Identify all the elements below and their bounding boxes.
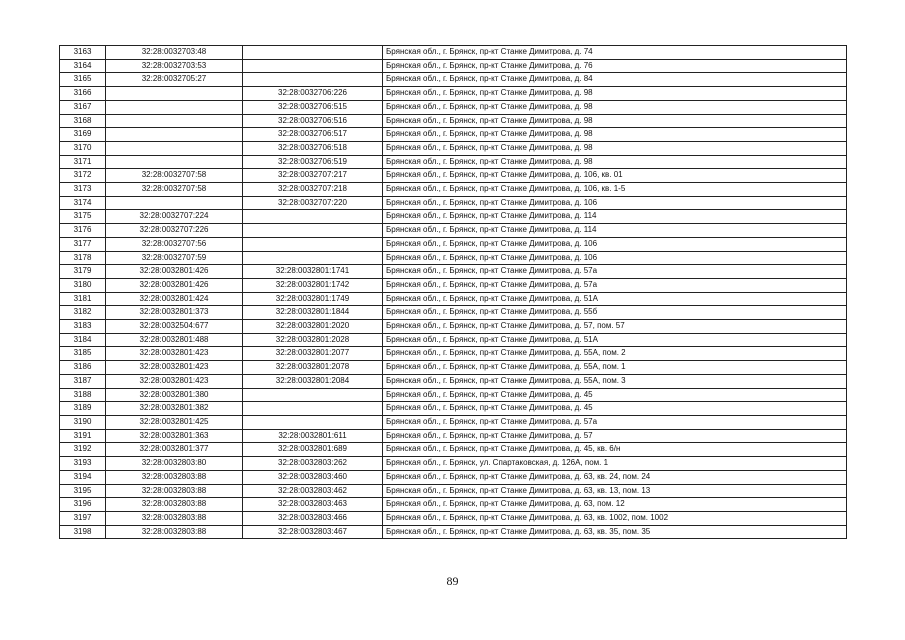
table-row (60, 87, 847, 101)
table-row (60, 196, 847, 210)
object-cadastral-number-cell: 32:28:0032803:463 (243, 498, 383, 512)
cadastral-number-cell: 32:28:0032801:382 (106, 402, 243, 416)
address-cell: Брянская обл., г. Брянск, пр-кт Станке Димитрова, д. 63, кв. 1002, пом. 1002 (383, 511, 847, 525)
cadastral-number-cell (106, 141, 243, 155)
cadastral-number-cell: 32:28:0032803:88 (106, 498, 243, 512)
object-cadastral-number-cell: 32:28:0032801:2077 (243, 347, 383, 361)
cadastral-number-cell: 32:28:0032705:27 (106, 73, 243, 87)
address-cell: Брянская обл., г. Брянск, пр-кт Станке Димитрова, д. 55б (383, 306, 847, 320)
object-cadastral-number-cell: 32:28:0032801:689 (243, 443, 383, 457)
address-cell: Брянская обл., г. Брянск, пр-кт Станке Димитрова, д. 45, кв. 6/н (383, 443, 847, 457)
row-number-cell: 3189 (60, 402, 106, 416)
address-cell: Брянская обл., г. Брянск, пр-кт Станке Димитрова, д. 55А, пом. 3 (383, 374, 847, 388)
table-row (60, 59, 847, 73)
address-cell: Брянская обл., г. Брянск, пр-кт Станке Димитрова, д. 98 (383, 155, 847, 169)
address-cell: Брянская обл., г. Брянск, пр-кт Станке Димитрова, д. 106 (383, 196, 847, 210)
object-cadastral-number-cell: 32:28:0032803:467 (243, 525, 383, 539)
address-cell: Брянская обл., г. Брянск, пр-кт Станке Димитрова, д. 57, пом. 57 (383, 320, 847, 334)
object-cadastral-number-cell: 32:28:0032803:460 (243, 470, 383, 484)
cadastral-number-cell: 32:28:0032803:88 (106, 511, 243, 525)
object-cadastral-number-cell: 32:28:0032801:611 (243, 429, 383, 443)
row-number-cell: 3166 (60, 87, 106, 101)
row-number-cell: 3194 (60, 470, 106, 484)
table-row (60, 210, 847, 224)
row-number-cell: 3168 (60, 114, 106, 128)
address-cell: Брянская обл., г. Брянск, пр-кт Станке Димитрова, д. 55А, пом. 1 (383, 361, 847, 375)
cadastral-number-cell: 32:28:0032803:88 (106, 484, 243, 498)
address-cell: Брянская обл., г. Брянск, пр-кт Станке Димитрова, д. 51А (383, 292, 847, 306)
cadastral-number-cell (106, 100, 243, 114)
row-number-cell: 3167 (60, 100, 106, 114)
cadastral-number-cell (106, 114, 243, 128)
row-number-cell: 3175 (60, 210, 106, 224)
address-cell: Брянская обл., г. Брянск, пр-кт Станке Димитрова, д. 76 (383, 59, 847, 73)
row-number-cell: 3197 (60, 511, 106, 525)
row-number-cell: 3164 (60, 59, 106, 73)
cadastral-number-cell: 32:28:0032707:56 (106, 237, 243, 251)
address-cell: Брянская обл., г. Брянск, пр-кт Станке Димитрова, д. 57а (383, 278, 847, 292)
address-cell: Брянская обл., г. Брянск, пр-кт Станке Димитрова, д. 106 (383, 251, 847, 265)
table-row (60, 155, 847, 169)
object-cadastral-number-cell: 32:28:0032803:262 (243, 457, 383, 471)
cadastral-number-cell: 32:28:0032801:426 (106, 278, 243, 292)
table-row (60, 498, 847, 512)
address-cell: Брянская обл., г. Брянск, пр-кт Станке Димитрова, д. 51А (383, 333, 847, 347)
table-row (60, 457, 847, 471)
row-number-cell: 3195 (60, 484, 106, 498)
object-cadastral-number-cell (243, 73, 383, 87)
address-cell: Брянская обл., г. Брянск, пр-кт Станке Димитрова, д. 98 (383, 114, 847, 128)
row-number-cell: 3183 (60, 320, 106, 334)
address-cell: Брянская обл., г. Брянск, пр-кт Станке Димитрова, д. 98 (383, 100, 847, 114)
object-cadastral-number-cell (243, 402, 383, 416)
row-number-cell: 3169 (60, 128, 106, 142)
address-cell: Брянская обл., г. Брянск, пр-кт Станке Димитрова, д. 106, кв. 01 (383, 169, 847, 183)
object-cadastral-number-cell: 32:28:0032801:2084 (243, 374, 383, 388)
table-row (60, 429, 847, 443)
row-number-cell: 3177 (60, 237, 106, 251)
cadastral-number-cell: 32:28:0032707:224 (106, 210, 243, 224)
row-number-cell: 3179 (60, 265, 106, 279)
address-cell: Брянская обл., г. Брянск, пр-кт Станке Димитрова, д. 45 (383, 388, 847, 402)
object-cadastral-number-cell: 32:28:0032803:466 (243, 511, 383, 525)
table-row (60, 128, 847, 142)
row-number-cell: 3176 (60, 224, 106, 238)
address-cell: Брянская обл., г. Брянск, пр-кт Станке Димитрова, д. 63, кв. 35, пом. 35 (383, 525, 847, 539)
cadastral-number-cell: 32:28:0032803:88 (106, 525, 243, 539)
cadastral-number-cell: 32:28:0032703:53 (106, 59, 243, 73)
table-row (60, 361, 847, 375)
object-cadastral-number-cell: 32:28:0032801:1742 (243, 278, 383, 292)
object-cadastral-number-cell: 32:28:0032706:226 (243, 87, 383, 101)
address-cell: Брянская обл., г. Брянск, пр-кт Станке Димитрова, д. 63, кв. 24, пом. 24 (383, 470, 847, 484)
table-row (60, 443, 847, 457)
cadastral-number-cell: 32:28:0032707:59 (106, 251, 243, 265)
address-cell: Брянская обл., г. Брянск, пр-кт Станке Димитрова, д. 114 (383, 210, 847, 224)
row-number-cell: 3165 (60, 73, 106, 87)
row-number-cell: 3174 (60, 196, 106, 210)
row-number-cell: 3188 (60, 388, 106, 402)
object-cadastral-number-cell (243, 210, 383, 224)
table-row (60, 306, 847, 320)
table-row (60, 100, 847, 114)
row-number-cell: 3170 (60, 141, 106, 155)
object-cadastral-number-cell: 32:28:0032801:2078 (243, 361, 383, 375)
object-cadastral-number-cell: 32:28:0032706:518 (243, 141, 383, 155)
address-cell: Брянская обл., г. Брянск, пр-кт Станке Димитрова, д. 98 (383, 141, 847, 155)
row-number-cell: 3172 (60, 169, 106, 183)
table-row (60, 46, 847, 60)
table-row (60, 292, 847, 306)
cadastral-number-cell: 32:28:0032801:363 (106, 429, 243, 443)
object-cadastral-number-cell: 32:28:0032706:517 (243, 128, 383, 142)
row-number-cell: 3178 (60, 251, 106, 265)
table-row (60, 114, 847, 128)
row-number-cell: 3191 (60, 429, 106, 443)
row-number-cell: 3180 (60, 278, 106, 292)
object-cadastral-number-cell: 32:28:0032801:2020 (243, 320, 383, 334)
address-cell: Брянская обл., г. Брянск, пр-кт Станке Димитрова, д. 57а (383, 265, 847, 279)
table-row (60, 169, 847, 183)
object-cadastral-number-cell (243, 388, 383, 402)
row-number-cell: 3193 (60, 457, 106, 471)
object-cadastral-number-cell: 32:28:0032801:1741 (243, 265, 383, 279)
row-number-cell: 3185 (60, 347, 106, 361)
row-number-cell: 3171 (60, 155, 106, 169)
cadastral-number-cell: 32:28:0032803:88 (106, 470, 243, 484)
address-cell: Брянская обл., г. Брянск, пр-кт Станке Димитрова, д. 55А, пом. 2 (383, 347, 847, 361)
row-number-cell: 3186 (60, 361, 106, 375)
object-cadastral-number-cell (243, 237, 383, 251)
cadastral-number-cell: 32:28:0032801:423 (106, 361, 243, 375)
row-number-cell: 3196 (60, 498, 106, 512)
table-row (60, 484, 847, 498)
address-cell: Брянская обл., г. Брянск, пр-кт Станке Димитрова, д. 106 (383, 237, 847, 251)
row-number-cell: 3198 (60, 525, 106, 539)
row-number-cell: 3192 (60, 443, 106, 457)
registry-table-body (60, 46, 847, 539)
cadastral-number-cell: 32:28:0032801:377 (106, 443, 243, 457)
table-row (60, 415, 847, 429)
object-cadastral-number-cell (243, 46, 383, 60)
row-number-cell: 3181 (60, 292, 106, 306)
cadastral-number-cell: 32:28:0032801:373 (106, 306, 243, 320)
object-cadastral-number-cell: 32:28:0032707:218 (243, 183, 383, 197)
object-cadastral-number-cell (243, 251, 383, 265)
address-cell: Брянская обл., г. Брянск, пр-кт Станке Димитрова, д. 63, кв. 13, пом. 13 (383, 484, 847, 498)
object-cadastral-number-cell (243, 224, 383, 238)
cadastral-number-cell: 32:28:0032801:426 (106, 265, 243, 279)
cadastral-number-cell: 32:28:0032707:226 (106, 224, 243, 238)
address-cell: Брянская обл., г. Брянск, ул. Спартаковская, д. 126А, пом. 1 (383, 457, 847, 471)
object-cadastral-number-cell: 32:28:0032707:220 (243, 196, 383, 210)
cadastral-number-cell (106, 87, 243, 101)
table-row (60, 374, 847, 388)
table-row (60, 402, 847, 416)
address-cell: Брянская обл., г. Брянск, пр-кт Станке Димитрова, д. 84 (383, 73, 847, 87)
table-row (60, 347, 847, 361)
cadastral-number-cell: 32:28:0032504:677 (106, 320, 243, 334)
cadastral-number-cell: 32:28:0032801:424 (106, 292, 243, 306)
address-cell: Брянская обл., г. Брянск, пр-кт Станке Димитрова, д. 106, кв. 1-5 (383, 183, 847, 197)
object-cadastral-number-cell: 32:28:0032801:1844 (243, 306, 383, 320)
object-cadastral-number-cell (243, 415, 383, 429)
object-cadastral-number-cell: 32:28:0032706:515 (243, 100, 383, 114)
cadastral-number-cell: 32:28:0032801:423 (106, 374, 243, 388)
table-row (60, 73, 847, 87)
table-row (60, 224, 847, 238)
object-cadastral-number-cell (243, 59, 383, 73)
row-number-cell: 3187 (60, 374, 106, 388)
address-cell: Брянская обл., г. Брянск, пр-кт Станке Димитрова, д. 57а (383, 415, 847, 429)
table-row (60, 470, 847, 484)
table-row (60, 511, 847, 525)
row-number-cell: 3173 (60, 183, 106, 197)
address-cell: Брянская обл., г. Брянск, пр-кт Станке Димитрова, д. 63, пом. 12 (383, 498, 847, 512)
object-cadastral-number-cell: 32:28:0032801:1749 (243, 292, 383, 306)
table-row (60, 265, 847, 279)
object-cadastral-number-cell: 32:28:0032707:217 (243, 169, 383, 183)
address-cell: Брянская обл., г. Брянск, пр-кт Станке Димитрова, д. 57 (383, 429, 847, 443)
table-row (60, 333, 847, 347)
row-number-cell: 3163 (60, 46, 106, 60)
cadastral-number-cell: 32:28:0032801:423 (106, 347, 243, 361)
table-row (60, 237, 847, 251)
row-number-cell: 3184 (60, 333, 106, 347)
cadastral-number-cell: 32:28:0032801:380 (106, 388, 243, 402)
address-cell: Брянская обл., г. Брянск, пр-кт Станке Димитрова, д. 74 (383, 46, 847, 60)
object-cadastral-number-cell: 32:28:0032803:462 (243, 484, 383, 498)
object-cadastral-number-cell: 32:28:0032706:516 (243, 114, 383, 128)
table-row (60, 278, 847, 292)
cadastral-number-cell: 32:28:0032703:48 (106, 46, 243, 60)
row-number-cell: 3190 (60, 415, 106, 429)
table-row (60, 251, 847, 265)
cadastral-number-cell: 32:28:0032801:488 (106, 333, 243, 347)
address-cell: Брянская обл., г. Брянск, пр-кт Станке Димитрова, д. 45 (383, 402, 847, 416)
table-row (60, 183, 847, 197)
address-cell: Брянская обл., г. Брянск, пр-кт Станке Димитрова, д. 114 (383, 224, 847, 238)
table-row (60, 141, 847, 155)
cadastral-number-cell (106, 155, 243, 169)
cadastral-number-cell (106, 128, 243, 142)
cadastral-number-cell: 32:28:0032803:80 (106, 457, 243, 471)
cadastral-number-cell: 32:28:0032707:58 (106, 169, 243, 183)
object-cadastral-number-cell: 32:28:0032801:2028 (243, 333, 383, 347)
row-number-cell: 3182 (60, 306, 106, 320)
object-cadastral-number-cell: 32:28:0032706:519 (243, 155, 383, 169)
cadastral-number-cell (106, 196, 243, 210)
table-row (60, 388, 847, 402)
table-row (60, 525, 847, 539)
page-number: 89 (446, 574, 459, 588)
table-row (60, 320, 847, 334)
cadastral-number-cell: 32:28:0032707:58 (106, 183, 243, 197)
address-cell: Брянская обл., г. Брянск, пр-кт Станке Димитрова, д. 98 (383, 128, 847, 142)
registry-table (59, 45, 847, 539)
cadastral-number-cell: 32:28:0032801:425 (106, 415, 243, 429)
address-cell: Брянская обл., г. Брянск, пр-кт Станке Димитрова, д. 98 (383, 87, 847, 101)
